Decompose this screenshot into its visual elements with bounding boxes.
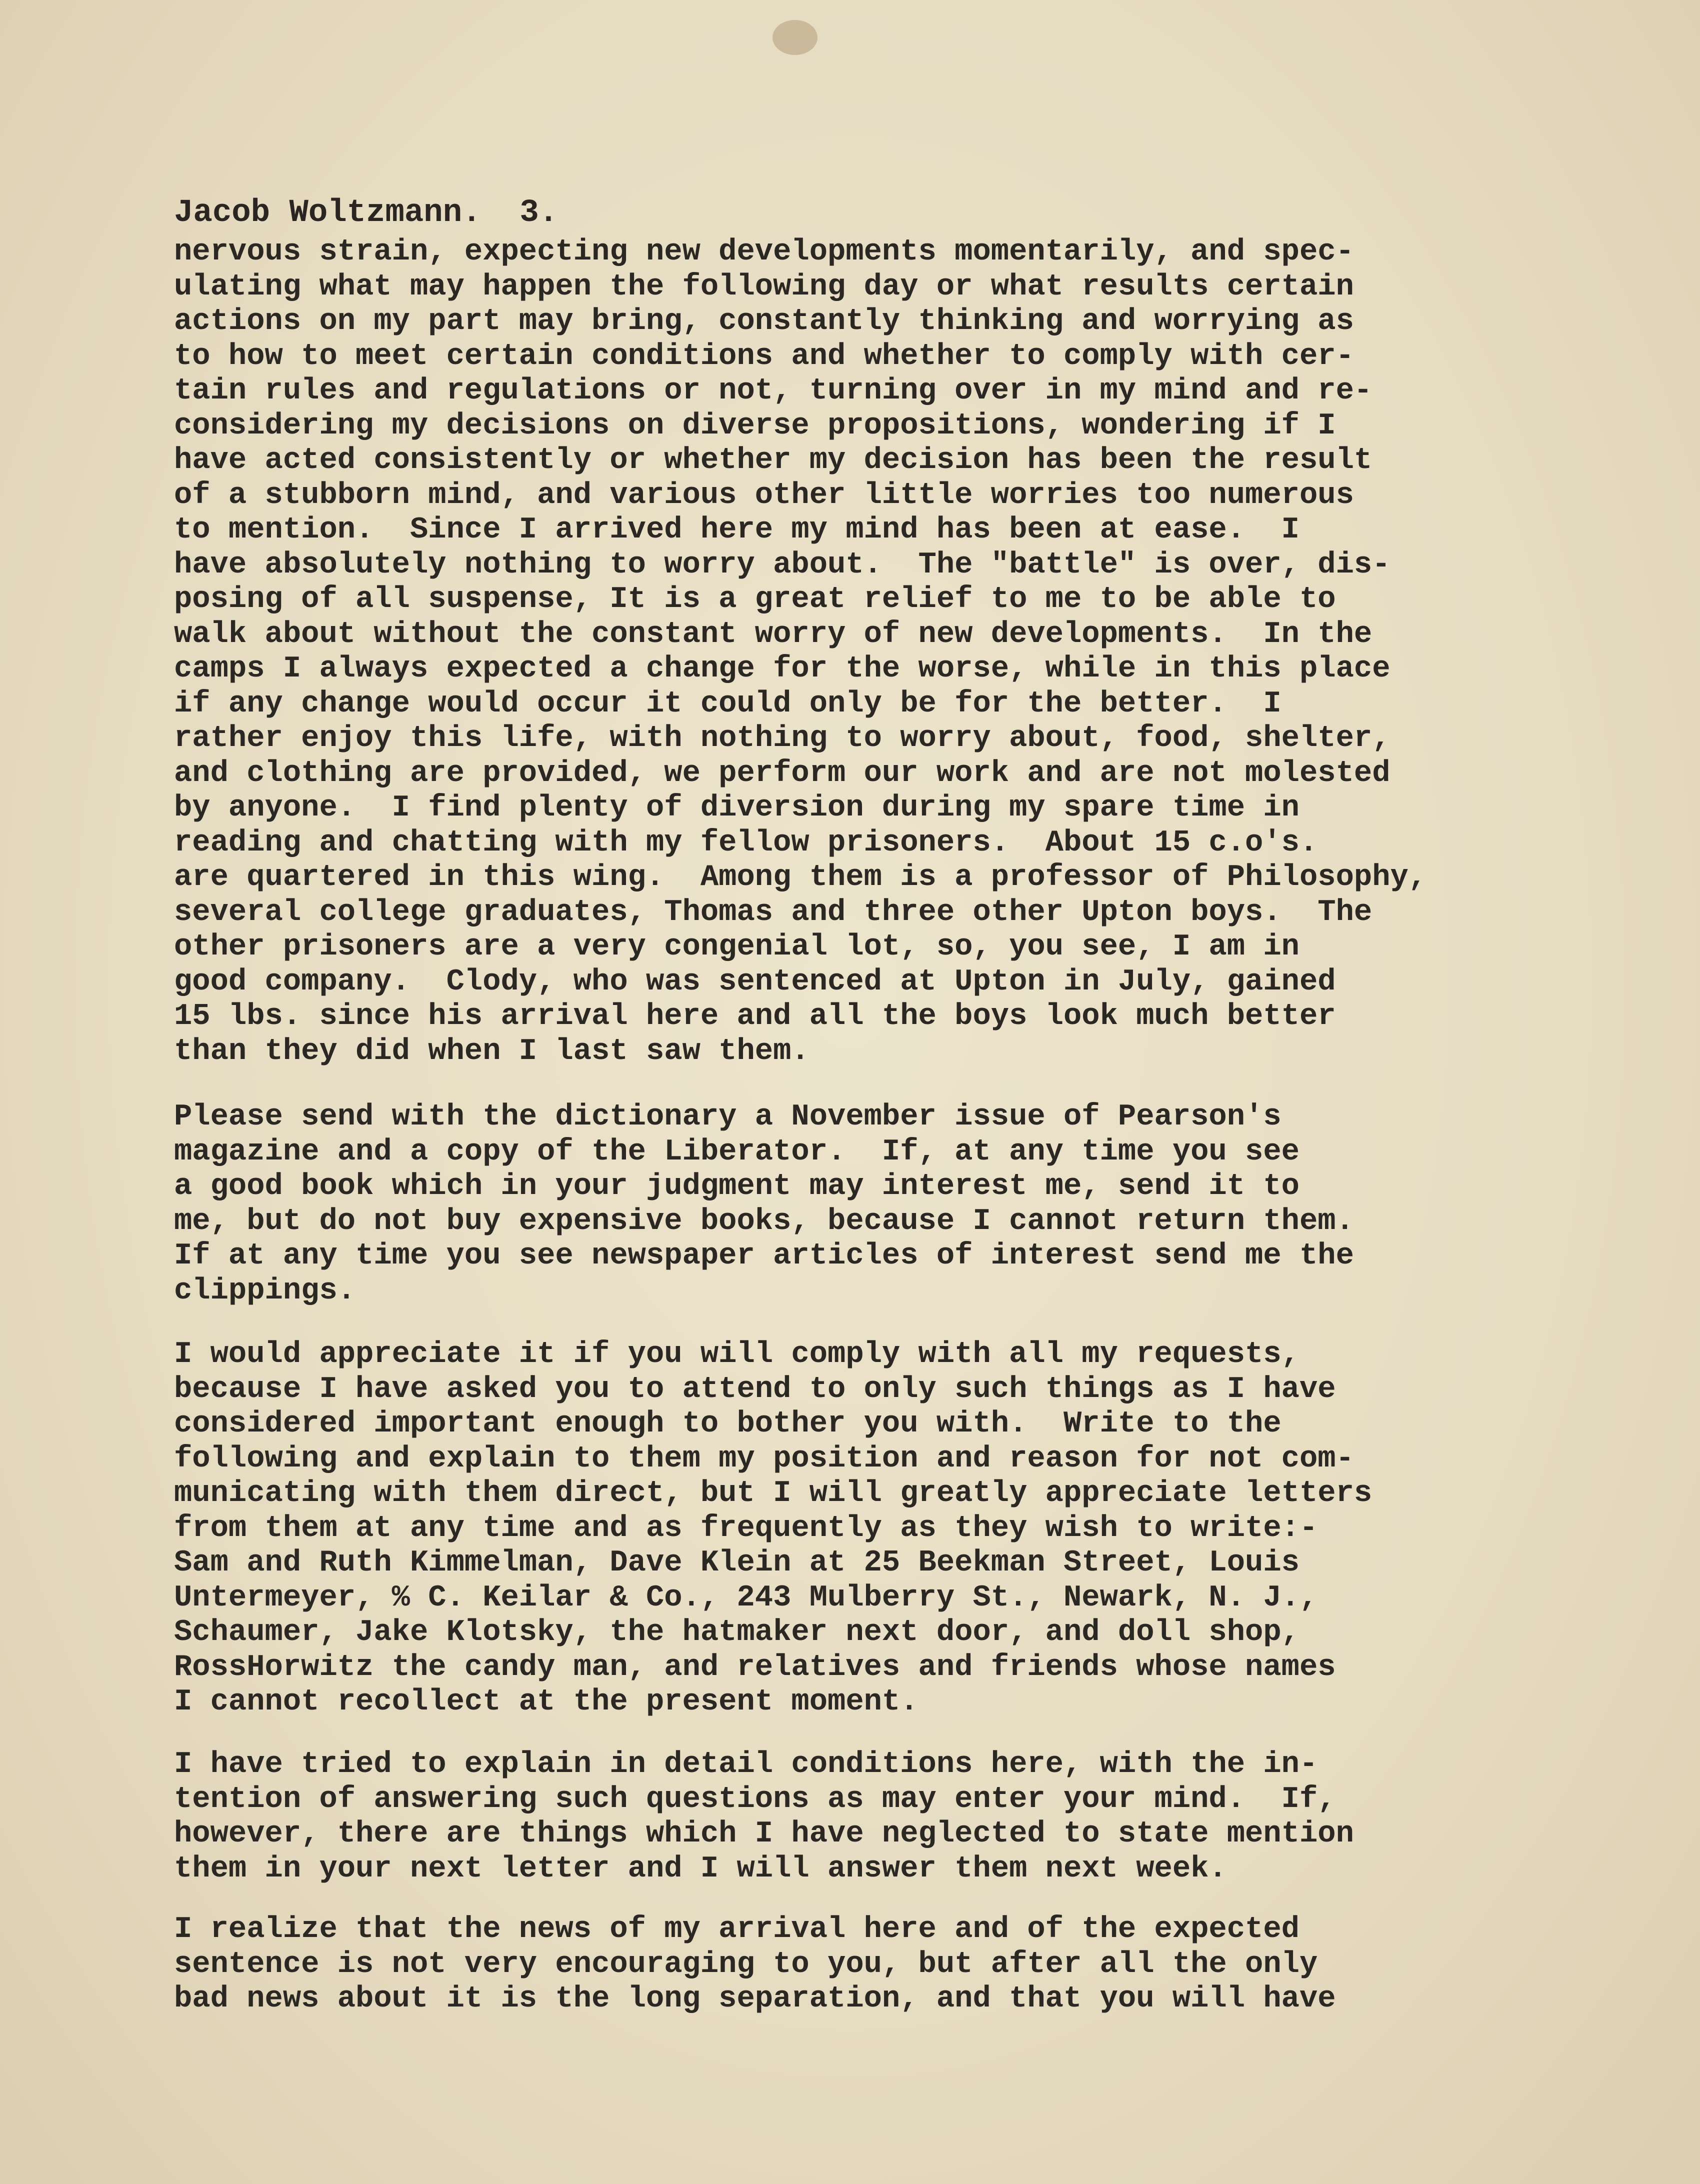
text-line: reading and chatting with my fellow prisoners. About 15 c.o's. <box>174 826 1318 860</box>
text-line: clippings. <box>174 1274 356 1308</box>
text-line: if any change would occur it could only be for the better. I <box>174 686 1282 721</box>
text-line: by anyone. I find plenty of diversion during my spare time in <box>174 791 1300 825</box>
text-line: several college graduates, Thomas and three other Upton boys. The <box>174 895 1372 930</box>
text-line: Please send with the dictionary a November issue of Pearson's <box>174 1100 1282 1134</box>
text-line: however, there are things which I have neglected to state mention <box>174 1817 1354 1851</box>
text-line: and clothing are provided, we perform our work and are not molested <box>174 756 1390 790</box>
text-line: have absolutely nothing to worry about. The "battle" is over, dis- <box>174 548 1390 582</box>
text-line: tain rules and regulations or not, turning over in my mind and re- <box>174 374 1372 408</box>
text-line: bad news about it is the long separation, and that you will have <box>174 1982 1336 2016</box>
text-line: following and explain to them my position and reason for not com- <box>174 1442 1354 1476</box>
paragraph-3 <box>174 1338 1624 1720</box>
text-line: walk about without the constant worry of new developments. In the <box>174 617 1372 652</box>
text-line: than they did when I last saw them. <box>174 1034 810 1068</box>
text-line: ulating what may happen the following day or what results certain <box>174 270 1354 304</box>
paragraph-1 <box>174 235 1624 1069</box>
text-line: to how to meet certain conditions and whether to comply with cer- <box>174 339 1354 374</box>
text-line: sentence is not very encouraging to you, but after all the only <box>174 1947 1318 1982</box>
text-line: rather enjoy this life, with nothing to worry about, food, shelter, <box>174 722 1390 756</box>
text-line: considering my decisions on diverse propositions, wondering if I <box>174 408 1336 443</box>
text-line: posing of all suspense, It is a great relief to me to be able to <box>174 582 1336 616</box>
text-line: tention of answering such questions as may enter your mind. If, <box>174 1782 1336 1816</box>
text-line: to mention. Since I arrived here my mind has been at ease. I <box>174 513 1300 547</box>
text-line: are quartered in this wing. Among them is a professor of Philosophy, <box>174 860 1427 894</box>
text-line: I realize that the news of my arrival here and of the expected <box>174 1912 1300 1946</box>
text-line: If at any time you see newspaper articles of interest send me the <box>174 1239 1354 1273</box>
text-line: 15 lbs. since his arrival here and all the boys look much better <box>174 1000 1336 1034</box>
text-line: other prisoners are a very congenial lot, so, you see, I am in <box>174 930 1300 964</box>
text-line: I cannot recollect at the present moment. <box>174 1685 918 1719</box>
paragraph-4 <box>174 1748 1624 1886</box>
text-line: actions on my part may bring, constantly thinking and worrying as <box>174 304 1354 338</box>
paper-clip-mark <box>772 20 818 55</box>
paragraph-5 <box>174 1912 1624 2017</box>
text-line: them in your next letter and I will answer them next week. <box>174 1852 1227 1886</box>
text-line: Schaumer, Jake Klotsky, the hatmaker next door, and doll shop, <box>174 1616 1300 1650</box>
text-line: magazine and a copy of the Liberator. If, at any time you see <box>174 1134 1300 1169</box>
paragraph-2 <box>174 1100 1624 1308</box>
text-line: a good book which in your judgment may interest me, send it to <box>174 1170 1300 1204</box>
text-line: from them at any time and as frequently as they wish to write:- <box>174 1511 1318 1546</box>
text-line: nervous strain, expecting new developments momentarily, and spec- <box>174 235 1354 269</box>
text-line: Untermeyer, % C. Keilar & Co., 243 Mulberry St., Newark, N. J., <box>174 1580 1318 1615</box>
text-line: Sam and Ruth Kimmelman, Dave Klein at 25 Beekman Street, Louis <box>174 1546 1300 1580</box>
text-line: good company. Clody, who was sentenced at Upton in July, gained <box>174 964 1336 999</box>
text-line: I would appreciate it if you will comply with all my requests, <box>174 1338 1300 1372</box>
text-line: RossHorwitz the candy man, and relatives and friends whose names <box>174 1650 1336 1684</box>
text-line: considered important enough to bother you with. Write to the <box>174 1407 1282 1441</box>
page-header: Jacob Woltzmann. 3. <box>174 195 558 231</box>
text-line: me, but do not buy expensive books, because I cannot return them. <box>174 1204 1354 1238</box>
text-line: camps I always expected a change for the worse, while in this place <box>174 652 1390 686</box>
text-line: of a stubborn mind, and various other little worries too numerous <box>174 478 1354 512</box>
text-line: I have tried to explain in detail conditions here, with the in- <box>174 1748 1318 1782</box>
text-line: have acted consistently or whether my decision has been the result <box>174 444 1372 478</box>
text-line: because I have asked you to attend to only such things as I have <box>174 1372 1336 1406</box>
text-line: municating with them direct, but I will greatly appreciate letters <box>174 1476 1372 1510</box>
